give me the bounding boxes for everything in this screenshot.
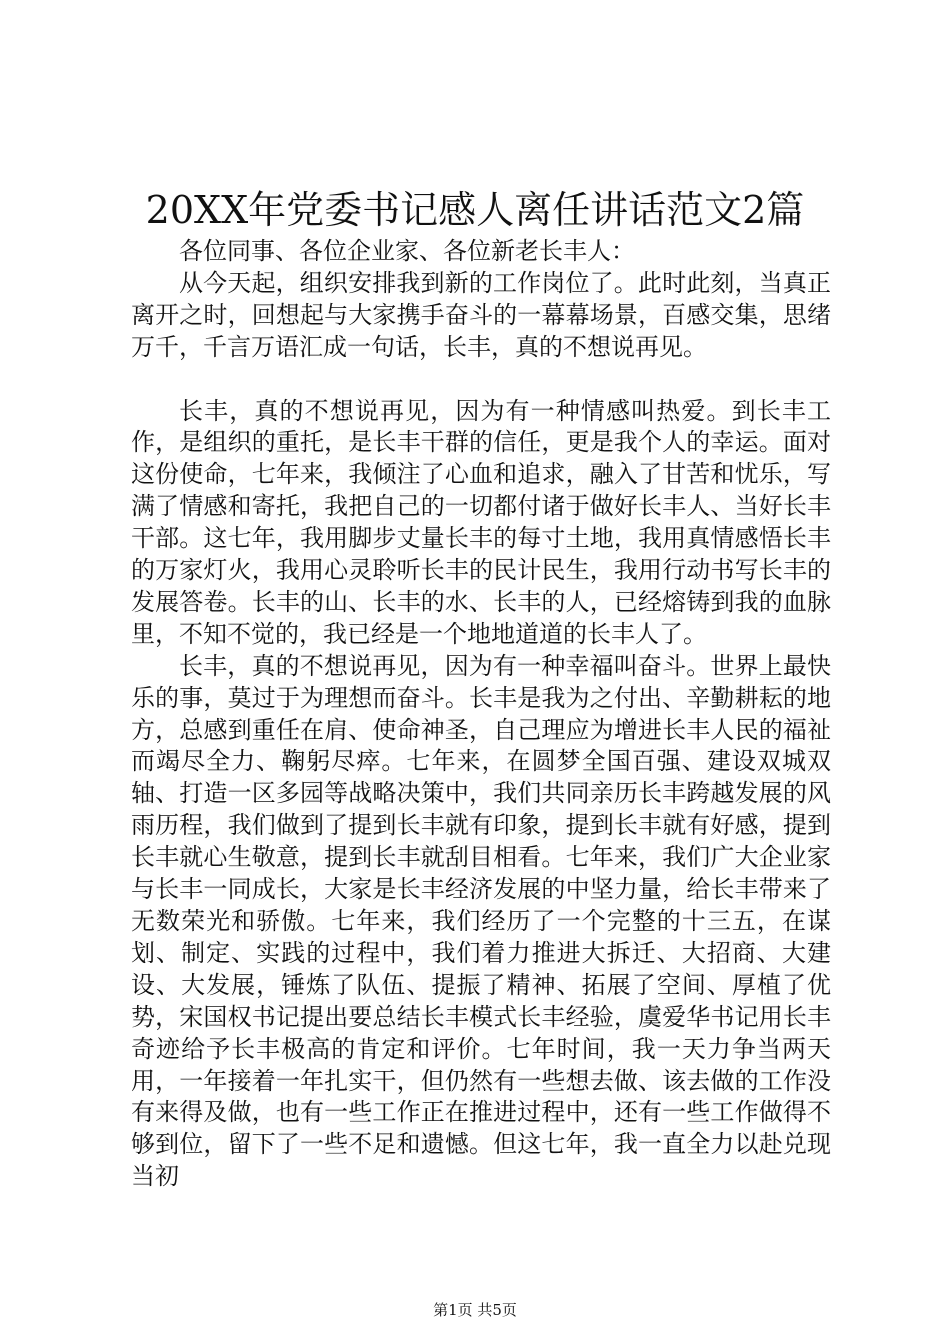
body-paragraph: 从今天起，组织安排我到新的工作岗位了。此时此刻，当真正离开之时，回想起与大家携手奋斗的一幕幕场景，百感交集，思绪万千，千言万语汇成一句话，长丰，真的不想说再见。: [131, 268, 831, 361]
body-paragraph: 长丰，真的不想说再见，因为有一种情感叫热爱。到长丰工作，是组织的重托，是长丰干群的信任，更是我个人的幸运。面对这份使命，七年来，我倾注了心血和追求，融入了甘苦和忧乐，写满了情感和寄托，我把自己的一切都付诸于做好长丰人、当好长丰干部。这七年，我用脚步丈量长丰的每寸土地，我用真情感悟长丰的万家灯火，我用心灵聆听长丰的民计民生，我用行动书写长丰的发展答卷。长丰的山、长丰的水、长丰的人，已经熔铸到我的血脉里，不知不觉的，我已经是一个地地道道的长丰人了。: [131, 396, 831, 648]
page-number-footer: 第1页 共5页: [433, 1301, 517, 1319]
document-body: [131, 236, 831, 1193]
document-title: 20XX年党委书记感人离任讲话范文2篇: [145, 188, 805, 232]
body-paragraph: 长丰，真的不想说再见，因为有一种幸福叫奋斗。世界上最快乐的事，莫过于为理想而奋斗。长丰是我为之付出、辛勤耕耘的地方，总感到重任在肩、使命神圣，自己理应为增进长丰人民的福祉而竭尽全力、鞠躬尽瘁。七年来，在圆梦全国百强、建设双城双轴、打造一区多园等战略决策中，我们共同亲历长丰跨越发展的风雨历程，我们做到了提到长丰就有印象，提到长丰就有好感，提到长丰就心生敬意，提到长丰就刮目相看。七年来，我们广大企业家与长丰一同成长，大家是长丰经济发展的中坚力量，给长丰带来了无数荣光和骄傲。七年来，我们经历了一个完整的十三五，在谋划、制定、实践的过程中，我们着力推进大拆迁、大招商、大建设、大发展，锤炼了队伍、提振了精神、拓展了空间、厚植了优势，宋国权书记提出要总结长丰模式长丰经验，虞爱华书记用长丰奇迹给予长丰极高的肯定和评价。七年时间，我一天力争当两天用，一年接着一年扎实干，但仍然有一些想去做、该去做的工作没有来得及做，也有一些工作正在推进过程中，还有一些工作做得不够到位，留下了一些不足和遗憾。但这七年，我一直全力以赴兑现当初: [131, 651, 831, 1191]
salutation-paragraph: 各位同事、各位企业家、各位新老长丰人：: [179, 237, 635, 265]
